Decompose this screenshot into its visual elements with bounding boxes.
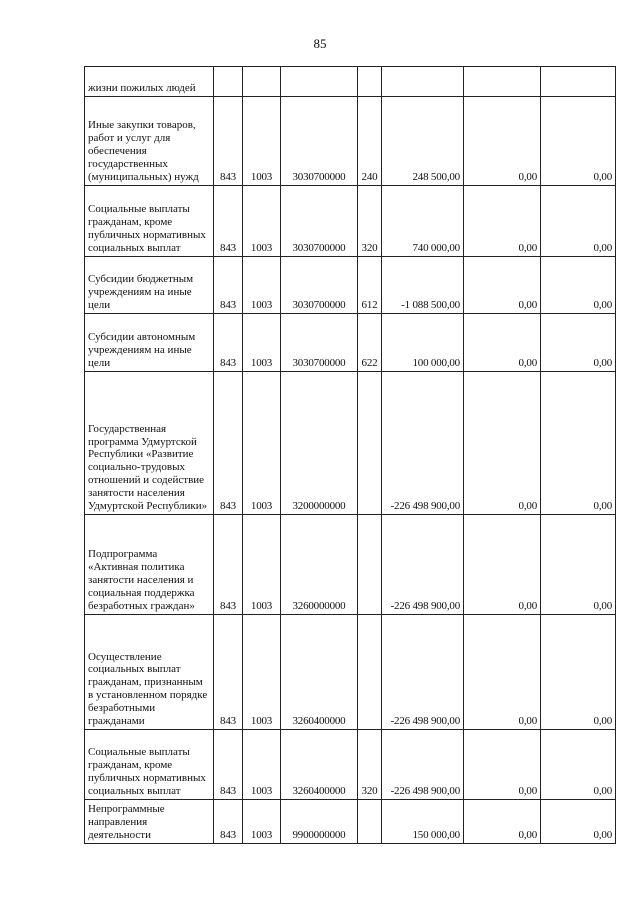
table-row	[85, 730, 616, 800]
cell-section-code: 1003	[243, 515, 281, 615]
cell-expense-type: 622	[358, 314, 382, 372]
cell-amount-2: 0,00	[464, 515, 541, 615]
cell-department-code: 843	[214, 800, 243, 844]
cell-target-article	[281, 67, 358, 97]
table-row	[85, 67, 616, 97]
cell-amount-1: -226 498 900,00	[382, 615, 464, 730]
cell-target-article: 3030700000	[281, 314, 358, 372]
cell-amount-1: 740 000,00	[382, 186, 464, 257]
cell-expense-type: 320	[358, 730, 382, 800]
cell-name: Социальные выплаты гражданам, кроме публичных нормативных социальных выплат	[85, 730, 214, 800]
cell-target-article: 3030700000	[281, 257, 358, 314]
cell-amount-2: 0,00	[464, 615, 541, 730]
cell-amount-1: 248 500,00	[382, 97, 464, 186]
cell-department-code: 843	[214, 186, 243, 257]
cell-section-code: 1003	[243, 372, 281, 515]
cell-amount-2: 0,00	[464, 800, 541, 844]
cell-expense-type	[358, 372, 382, 515]
table-row	[85, 515, 616, 615]
cell-amount-1: -226 498 900,00	[382, 515, 464, 615]
cell-expense-type	[358, 67, 382, 97]
cell-expense-type	[358, 615, 382, 730]
table-row	[85, 186, 616, 257]
cell-amount-1: -226 498 900,00	[382, 372, 464, 515]
table-row	[85, 257, 616, 314]
cell-expense-type	[358, 515, 382, 615]
cell-amount-2: 0,00	[464, 97, 541, 186]
cell-amount-2: 0,00	[464, 730, 541, 800]
cell-department-code: 843	[214, 615, 243, 730]
cell-amount-2	[464, 67, 541, 97]
cell-target-article: 9900000000	[281, 800, 358, 844]
cell-expense-type: 320	[358, 186, 382, 257]
cell-section-code: 1003	[243, 257, 281, 314]
table-row	[85, 97, 616, 186]
cell-department-code: 843	[214, 730, 243, 800]
cell-amount-3: 0,00	[541, 800, 616, 844]
cell-amount-3: 0,00	[541, 314, 616, 372]
cell-department-code: 843	[214, 314, 243, 372]
cell-section-code: 1003	[243, 800, 281, 844]
cell-name: Социальные выплаты гражданам, кроме публичных нормативных социальных выплат	[85, 186, 214, 257]
cell-expense-type	[358, 800, 382, 844]
cell-expense-type: 240	[358, 97, 382, 186]
cell-amount-3: 0,00	[541, 257, 616, 314]
table-row	[85, 615, 616, 730]
cell-department-code: 843	[214, 372, 243, 515]
table-row	[85, 800, 616, 844]
cell-amount-3: 0,00	[541, 186, 616, 257]
cell-amount-2: 0,00	[464, 186, 541, 257]
cell-amount-1: -1 088 500,00	[382, 257, 464, 314]
cell-amount-3: 0,00	[541, 97, 616, 186]
cell-name: Непрограммные направления деятельности	[85, 800, 214, 844]
cell-expense-type: 612	[358, 257, 382, 314]
cell-section-code: 1003	[243, 97, 281, 186]
cell-section-code: 1003	[243, 314, 281, 372]
cell-name: Иные закупки товаров, работ и услуг для обеспечения государственных (муниципальных) нужд	[85, 97, 214, 186]
cell-target-article: 3200000000	[281, 372, 358, 515]
cell-target-article: 3260400000	[281, 615, 358, 730]
cell-name: жизни пожилых людей	[85, 67, 214, 97]
table-row	[85, 314, 616, 372]
cell-amount-2: 0,00	[464, 314, 541, 372]
cell-amount-2: 0,00	[464, 372, 541, 515]
page-number: 85	[313, 36, 327, 51]
cell-department-code: 843	[214, 97, 243, 186]
cell-target-article: 3030700000	[281, 97, 358, 186]
cell-target-article: 3260000000	[281, 515, 358, 615]
cell-amount-3	[541, 67, 616, 97]
cell-target-article: 3260400000	[281, 730, 358, 800]
cell-department-code	[214, 67, 243, 97]
cell-amount-3: 0,00	[541, 730, 616, 800]
cell-amount-1: 100 000,00	[382, 314, 464, 372]
cell-amount-3: 0,00	[541, 372, 616, 515]
cell-amount-1: 150 000,00	[382, 800, 464, 844]
cell-section-code: 1003	[243, 186, 281, 257]
cell-amount-2: 0,00	[464, 257, 541, 314]
cell-name: Подпрограмма «Активная политика занятости населения и социальная поддержка безработных граждан»	[85, 515, 214, 615]
cell-target-article: 3030700000	[281, 186, 358, 257]
cell-department-code: 843	[214, 257, 243, 314]
table-row	[85, 372, 616, 515]
cell-name: Осуществление социальных выплат гражданам, признанным в установленном порядке безработными гражданами	[85, 615, 214, 730]
cell-section-code	[243, 67, 281, 97]
cell-name: Субсидии автономным учреждениям на иные цели	[85, 314, 214, 372]
budget-table	[84, 66, 616, 844]
cell-name: Субсидии бюджетным учреждениям на иные цели	[85, 257, 214, 314]
cell-amount-1	[382, 67, 464, 97]
cell-amount-3: 0,00	[541, 615, 616, 730]
cell-section-code: 1003	[243, 730, 281, 800]
cell-department-code: 843	[214, 515, 243, 615]
cell-amount-3: 0,00	[541, 515, 616, 615]
cell-name: Государственная программа Удмуртской Республики «Развитие социально-трудовых отношений и содействие занятости населения Удмуртской Республики»	[85, 372, 214, 515]
cell-amount-1: -226 498 900,00	[382, 730, 464, 800]
cell-section-code: 1003	[243, 615, 281, 730]
